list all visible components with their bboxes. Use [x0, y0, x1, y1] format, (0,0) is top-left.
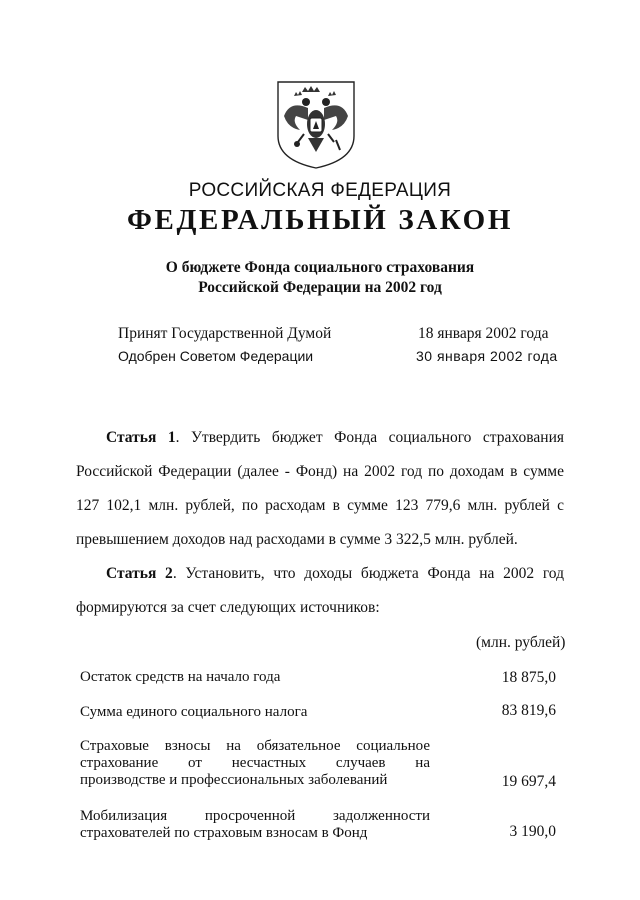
title-line: О бюджете Фонда социального страхования [165, 259, 475, 276]
article-1 [76, 421, 564, 557]
income-row-label: Сумма единого социального налога [80, 704, 308, 720]
adopted-label: Принят Государственной Думой [118, 325, 332, 342]
article-line: Статья 2. Установить, что доходы бюджета Фонда на 2002 год [106, 565, 565, 582]
approved-date: 30 января 2002 года [416, 348, 558, 364]
income-row-label: Страховые взносы на обязательное социальное страхование от несчастных случаев на производстве и профессиональных заболеваний [80, 738, 430, 788]
article-line: превышением доходов над расходами в сумме 3 322,5 млн. рублей. [76, 531, 518, 548]
income-row-value: 3 190,0 [509, 823, 556, 840]
article-2 [76, 557, 564, 625]
article-line: формируются за счет следующих источников: [76, 599, 380, 616]
coat-of-arms-icon [272, 78, 360, 170]
title-line: Российской Федерации на 2002 год [198, 279, 442, 296]
income-row-value: 18 875,0 [501, 669, 556, 686]
article-line: Статья 1. Утвердить бюджет Фонда социального страхования [106, 429, 565, 446]
document-type-heading: ФЕДЕРАЛЬНЫЙ ЗАКОН [127, 204, 513, 236]
document-title [0, 258, 640, 298]
adopted-date: 18 января 2002 года [418, 325, 549, 342]
income-row-label: Мобилизация просроченной задолженности страхователей по страховым взносам в Фонд [80, 808, 430, 841]
unit-label: (млн. рублей) [476, 634, 566, 651]
approved-label: Одобрен Советом Федерации [118, 348, 314, 364]
income-row-value: 83 819,6 [501, 702, 556, 719]
income-row-value: 19 697,4 [501, 773, 556, 790]
article-line: 127 102,1 млн. рублей, по расходам в сумме 123 779,6 млн. рублей с [76, 497, 564, 514]
country-heading: РОССИЙСКАЯ ФЕДЕРАЦИЯ [188, 180, 452, 201]
article-label: Статья 2 [106, 565, 173, 582]
article-line: Российской Федерации (далее - Фонд) на 2002 год по доходам в сумме [76, 463, 564, 480]
article-label: Статья 1 [106, 429, 176, 446]
income-row-label: Остаток средств на начало года [80, 669, 281, 685]
